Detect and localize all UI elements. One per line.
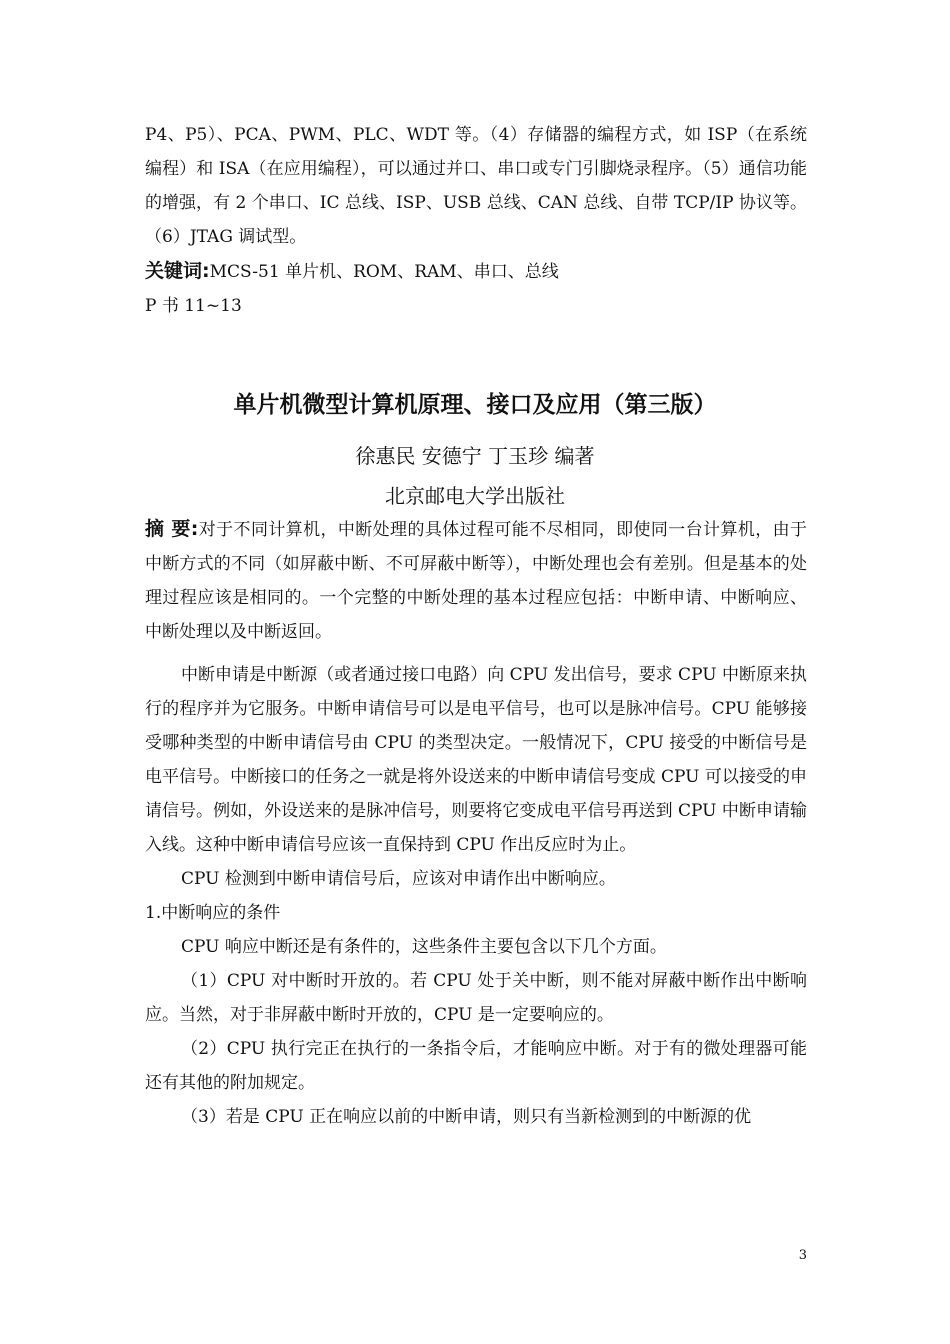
condition-3: （3）若是 CPU 正在响应以前的中断申请，则只有当新检测到的中断源的优	[181, 1107, 752, 1127]
abstract-text: 对于不同计算机，中断处理的具体过程可能不尽相同，即使同一台计算机，由于中断方式的不同（如屏蔽中断、不可屏蔽中断等），中断处理也会有差别。但是基本的处理过程应该是相同的。一个完整的中断处理的基本过程应包括：中断申请、中断响应、中断处理以及中断返回。	[145, 520, 808, 642]
condition-1: （1）CPU 对中断时开放的。若 CPU 处于关中断，则不能对屏蔽中断作出中断响应。当然，对于非屏蔽中断时开放的，CPU 是一定要响应的。	[145, 971, 807, 1025]
intro-paragraph: P4、P5）、PCA、PWM、PLC、WDT 等。（4）存储器的编程方式，如 ISP（在系统编程）和 ISA（在应用编程），可以通过并口、串口或专门引脚烧录程序。（5）通信功能的增强，有 2 个串口、IC 总线、ISP、USB 总线、CAN 总线、自带 TCP/IP 协议等。（6）JTAG 调试型。	[145, 125, 807, 247]
abstract-label: 摘 要:	[145, 518, 199, 540]
body-paragraph-3: CPU 响应中断还是有条件的，这些条件主要包含以下几个方面。	[181, 937, 667, 957]
condition-2: （2）CPU 执行完正在执行的一条指令后，才能响应中断。对于有的微处理器可能还有其他的附加规定。	[145, 1039, 807, 1093]
intro-section	[145, 118, 807, 323]
keywords-label: 关键词:	[145, 260, 210, 282]
body-section	[145, 658, 807, 1134]
page-number: 3	[798, 1248, 807, 1263]
body-paragraph-2: CPU 检测到中断申请信号后，应该对申请作出中断响应。	[181, 869, 616, 889]
abstract-paragraph	[145, 512, 807, 649]
book-title: 单片机微型计算机原理、接口及应用（第三版）	[233, 392, 717, 418]
keywords-line	[145, 254, 807, 289]
keywords-text: MCS-51 单片机、ROM、RAM、串口、总线	[209, 262, 559, 282]
abstract-section	[145, 512, 807, 649]
page-reference: P 书 11~13	[145, 296, 242, 316]
section-heading: 1.中断响应的条件	[145, 903, 281, 923]
body-paragraph-1: 中断申请是中断源（或者通过接口电路）向 CPU 发出信号，要求 CPU 中断原来执行的程序并为它服务。中断申请信号可以是电平信号，也可以是脉冲信号。CPU 能够接受哪种类型的中断申请信号由 CPU 的类型决定。一般情况下，CPU 接受的中断信号是电平信号。中断接口的任务之一就是将外设送来的中断申请信号变成 CPU 可以接受的申请信号。例如，外设送来的是脉冲信号，则要将它变成电平信号再送到 CPU 中断申请输入线。这种中断申请信号应该一直保持到 CPU 作出反应时为止。	[145, 665, 807, 855]
book-publisher: 北京邮电大学出版社	[385, 484, 565, 508]
book-authors: 徐惠民 安德宁 丁玉珍 编著	[355, 444, 595, 468]
